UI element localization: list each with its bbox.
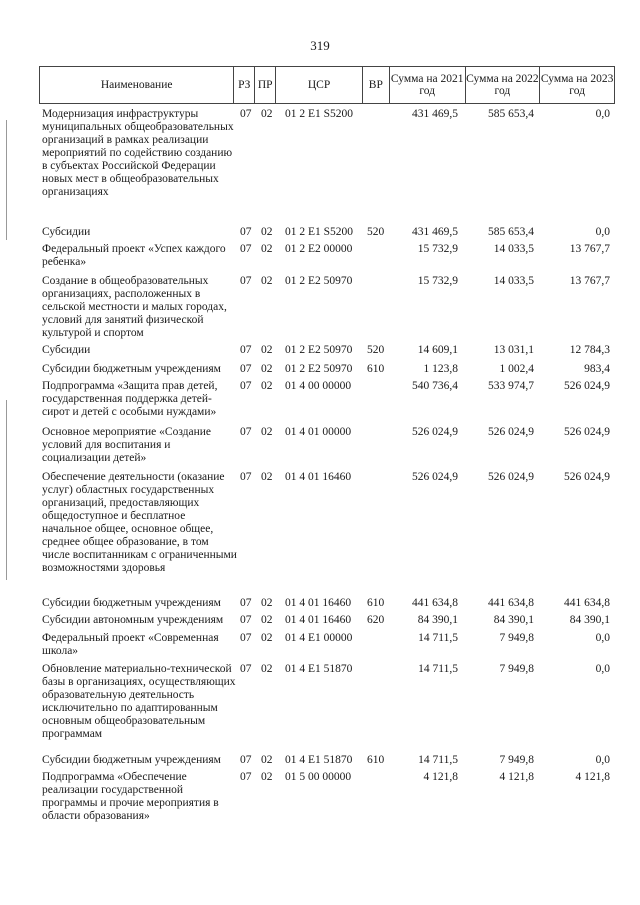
row-sum-2021: 4 121,8 [423, 771, 458, 783]
row-sum-2023: 13 767,7 [569, 275, 610, 287]
header-name: Наименование [40, 67, 234, 103]
row-sum-2023: 4 121,8 [575, 771, 610, 783]
header-sum-2023: Сумма на 2023 год [540, 73, 614, 97]
row-sum-2022: 4 121,8 [499, 771, 534, 783]
row-sum-2023: 0,0 [595, 632, 610, 644]
row-rz: 07 [240, 380, 252, 392]
row-sum-2023: 84 390,1 [569, 614, 610, 626]
row-name: Основное мероприятие «Создание условий для воспитания и социализации детей» [42, 426, 212, 464]
row-sum-2021: 441 634,8 [412, 597, 458, 609]
row-sum-2023: 526 024,9 [564, 380, 610, 392]
row-sum-2022: 1 002,4 [499, 363, 534, 375]
row-pr: 02 [261, 597, 273, 609]
row-sum-2022: 526 024,9 [488, 471, 534, 483]
row-sum-2022: 585 653,4 [488, 226, 534, 238]
row-rz: 07 [240, 597, 252, 609]
row-vr: 520 [367, 226, 385, 238]
row-csr: 01 4 01 16460 [285, 597, 352, 609]
row-sum-2022: 84 390,1 [493, 614, 534, 626]
row-vr: 610 [367, 754, 385, 766]
row-sum-2022: 7 949,8 [499, 754, 534, 766]
row-sum-2021: 431 469,5 [412, 226, 458, 238]
page-number: 319 [310, 38, 330, 53]
header-sum-2021: Сумма на 2021 год [390, 67, 466, 103]
row-vr: 520 [367, 344, 385, 356]
row-csr: 01 4 E1 00000 [285, 632, 353, 644]
row-sum-2021: 15 732,9 [417, 243, 458, 255]
row-sum-2021: 14 609,1 [417, 344, 458, 356]
row-sum-2022: 14 033,5 [493, 275, 534, 287]
header-vr: ВР [363, 67, 390, 103]
row-name: Модернизация инфраструктуры муниципальных общеобразовательных организаций в рамках реализации мероприятий по содействию созданию в субъектах Российской Федерации новых мест в общеобразовательных организациях [42, 108, 234, 198]
header-csr: ЦСР [276, 67, 363, 103]
row-csr: 01 4 01 16460 [285, 614, 352, 626]
row-sum-2023: 983,4 [584, 363, 610, 375]
row-name: Подпрограмма «Обеспечение реализации государственной программы и прочие мероприятия в области образования» [42, 771, 219, 822]
scan-margin-mark [6, 400, 7, 580]
row-sum-2023: 441 634,8 [564, 597, 610, 609]
row-sum-2022: 14 033,5 [493, 243, 534, 255]
row-name: Субсидии бюджетным учреждениям [42, 754, 221, 766]
row-rz: 07 [240, 471, 252, 483]
row-pr: 02 [261, 632, 273, 644]
row-name: Субсидии бюджетным учреждениям [42, 597, 221, 609]
row-sum-2023: 13 767,7 [569, 243, 610, 255]
header-sum-2022: Сумма на 2022 год [466, 67, 541, 103]
row-rz: 07 [240, 108, 252, 120]
row-csr: 01 2 E1 S5200 [285, 226, 354, 238]
row-rz: 07 [240, 243, 252, 255]
row-rz: 07 [240, 663, 252, 675]
row-pr: 02 [261, 771, 273, 783]
header-pr: ПР [255, 67, 276, 103]
row-sum-2022: 441 634,8 [488, 597, 534, 609]
row-sum-2021: 15 732,9 [417, 275, 458, 287]
row-sum-2023: 0,0 [595, 754, 610, 766]
row-pr: 02 [261, 275, 273, 287]
row-pr: 02 [261, 426, 273, 438]
row-pr: 02 [261, 380, 273, 392]
header-rz: РЗ [234, 67, 255, 103]
row-sum-2022: 13 031,1 [493, 344, 534, 356]
row-pr: 02 [261, 663, 273, 675]
row-pr: 02 [261, 108, 273, 120]
row-csr: 01 2 E2 00000 [285, 243, 353, 255]
row-sum-2021: 14 711,5 [418, 754, 458, 766]
row-name: Обновление материально-технической базы в организациях, осуществляющих образовательную деятельность исключительно по адаптированным основным общеобразовательным программам [42, 663, 236, 740]
row-csr: 01 4 E1 51870 [285, 754, 353, 766]
row-csr: 01 4 E1 51870 [285, 663, 353, 675]
row-sum-2021: 526 024,9 [412, 471, 458, 483]
row-name: Субсидии [42, 226, 91, 238]
row-rz: 07 [240, 275, 252, 287]
row-sum-2021: 14 711,5 [418, 663, 458, 675]
row-pr: 02 [261, 471, 273, 483]
row-vr: 610 [367, 597, 385, 609]
row-sum-2023: 0,0 [595, 226, 610, 238]
row-pr: 02 [261, 614, 273, 626]
row-name: Субсидии [42, 344, 91, 356]
row-csr: 01 5 00 00000 [285, 771, 352, 783]
row-sum-2021: 84 390,1 [417, 614, 458, 626]
row-pr: 02 [261, 344, 273, 356]
row-name: Создание в общеобразовательных организациях, расположенных в сельской местности и малых городах, условий для занятий физической культурой и спортом [42, 275, 227, 339]
row-name: Федеральный проект «Успех каждого ребенка» [42, 243, 226, 268]
row-sum-2023: 12 784,3 [569, 344, 610, 356]
row-sum-2023: 526 024,9 [564, 471, 610, 483]
table-header [39, 66, 615, 104]
row-name: Обеспечение деятельности (оказание услуг) областных государственных организаций, предоставляющих общедоступное и бесплатное начальное общее, основное общее, среднее общее образование, в том числе воспитанникам с ограниченными возможностями здоровья [42, 471, 237, 574]
row-rz: 07 [240, 363, 252, 375]
row-pr: 02 [261, 243, 273, 255]
row-sum-2021: 540 736,4 [412, 380, 458, 392]
row-name: Субсидии бюджетным учреждениям [42, 363, 221, 375]
row-csr: 01 2 E1 S5200 [285, 108, 354, 120]
row-sum-2021: 14 711,5 [418, 632, 458, 644]
row-vr: 620 [367, 614, 385, 626]
row-sum-2021: 526 024,9 [412, 426, 458, 438]
row-pr: 02 [261, 363, 273, 375]
row-rz: 07 [240, 754, 252, 766]
row-rz: 07 [240, 226, 252, 238]
row-sum-2022: 7 949,8 [499, 663, 534, 675]
row-sum-2023: 526 024,9 [564, 426, 610, 438]
row-sum-2023: 0,0 [595, 663, 610, 675]
row-csr: 01 2 E2 50970 [285, 363, 353, 375]
row-name: Федеральный проект «Современная школа» [42, 632, 219, 657]
row-rz: 07 [240, 771, 252, 783]
scan-margin-mark [6, 120, 7, 240]
row-sum-2021: 1 123,8 [423, 363, 458, 375]
row-rz: 07 [240, 344, 252, 356]
row-csr: 01 2 E2 50970 [285, 275, 353, 287]
row-sum-2022: 533 974,7 [488, 380, 534, 392]
row-rz: 07 [240, 426, 252, 438]
row-csr: 01 4 01 16460 [285, 471, 352, 483]
row-rz: 07 [240, 614, 252, 626]
row-sum-2021: 431 469,5 [412, 108, 458, 120]
row-name: Субсидии автономным учреждениям [42, 614, 224, 626]
row-csr: 01 4 01 00000 [285, 426, 352, 438]
row-pr: 02 [261, 226, 273, 238]
row-csr: 01 4 00 00000 [285, 380, 352, 392]
row-csr: 01 2 E2 50970 [285, 344, 353, 356]
row-sum-2022: 526 024,9 [488, 426, 534, 438]
row-sum-2022: 7 949,8 [499, 632, 534, 644]
row-name: Подпрограмма «Защита прав детей, государственная поддержка детей-сирот и детей с особыми нуждами» [42, 380, 218, 418]
row-sum-2023: 0,0 [595, 108, 610, 120]
row-pr: 02 [261, 754, 273, 766]
row-sum-2022: 585 653,4 [488, 108, 534, 120]
row-rz: 07 [240, 632, 252, 644]
row-vr: 610 [367, 363, 385, 375]
